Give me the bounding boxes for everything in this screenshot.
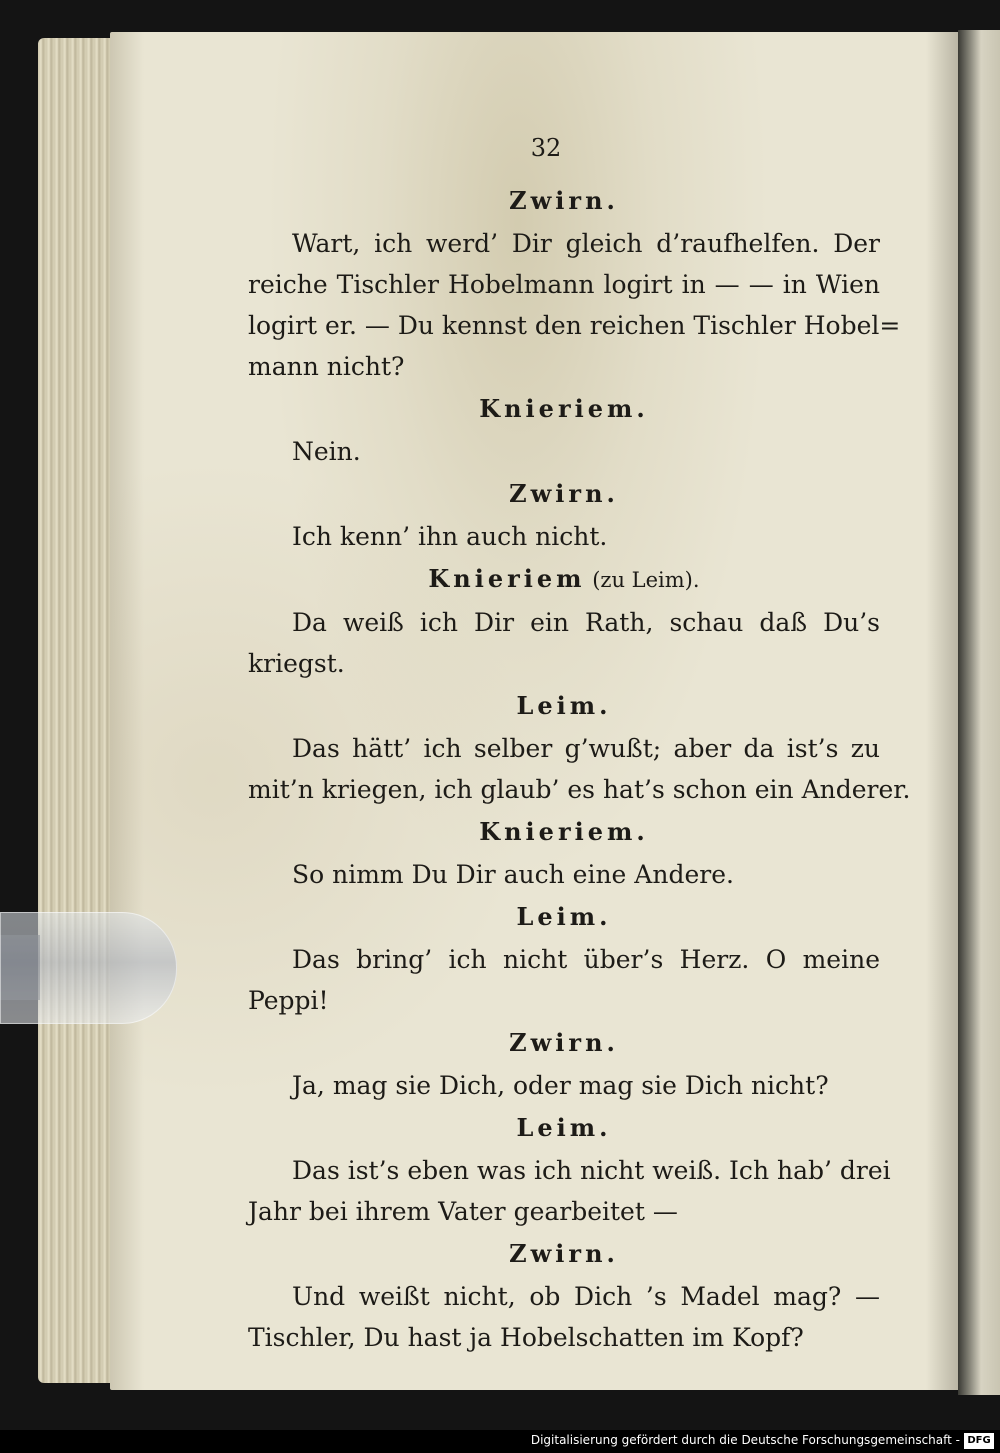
text-line: Ich kenn’ ihn auch nicht.: [292, 522, 608, 551]
text-line: mann nicht?: [248, 352, 405, 381]
glass-page-holder: [0, 912, 177, 1024]
footer-bar: [0, 1430, 1000, 1453]
text-line: So nimm Du Dir auch eine Andere.: [292, 860, 734, 889]
page-number: 32: [530, 134, 562, 162]
text-line: Das bring’ ich nicht über’s Herz. O meine: [292, 945, 880, 974]
speaker-name: [248, 895, 880, 939]
text-line: Das hätt’ ich selber g’wußt; aber da ist’s zu: [292, 734, 880, 763]
text-line: mit’n kriegen, ich glaub’ es hat’s schon ein Anderer.: [248, 775, 911, 804]
speaker-name: [248, 684, 880, 728]
page-text: [248, 125, 911, 1358]
speaker-label: Zwirn.: [509, 1239, 619, 1268]
speaker-name: [248, 810, 880, 854]
page-edges: [38, 38, 118, 1383]
text-line: Wart, ich werd’ Dir gleich d’raufhelfen. Der: [292, 229, 880, 258]
speaker-label: Zwirn.: [509, 186, 619, 215]
speaker-label: Zwirn.: [509, 1028, 619, 1057]
text-line: Und weißt nicht, ob Dich ’s Madel mag? —: [292, 1282, 880, 1311]
speaker-name: [248, 1232, 880, 1276]
speaker-label: Leim.: [516, 691, 612, 720]
speaker-name: [248, 557, 880, 602]
speaker-label: Zwirn.: [509, 479, 619, 508]
speaker-name: [248, 387, 880, 431]
text-blocks: [248, 179, 911, 1358]
facing-page-edge: [958, 30, 1000, 1395]
text-line: reiche Tischler Hobelmann logirt in — — in Wien: [248, 270, 880, 299]
text-line: Peppi!: [248, 986, 329, 1015]
speaker-label: Knieriem.: [479, 817, 649, 846]
text-line: logirt er. — Du kennst den reichen Tischler Hobel=: [248, 311, 901, 340]
speaker-name: [248, 1106, 880, 1150]
speaker-label: Knieriem: [428, 564, 586, 593]
stage-direction: (zu Leim).: [585, 568, 700, 592]
text-line: Da weiß ich Dir ein Rath, schau daß Du’s: [292, 608, 880, 637]
speaker-name: [248, 472, 880, 516]
text-line: Tischler, Du hast ja Hobelschatten im Kopf?: [248, 1323, 804, 1352]
text-line: Ja, mag sie Dich, oder mag sie Dich nicht?: [292, 1071, 829, 1100]
speaker-name: [248, 179, 880, 223]
speaker-label: Leim.: [516, 902, 612, 931]
text-line: kriegst.: [248, 649, 345, 678]
footer-credit: Digitalisierung gefördert durch die Deutsche Forschungsgemeinschaft -: [530, 1433, 960, 1447]
speaker-name: [248, 1021, 880, 1065]
speaker-label: Leim.: [516, 1113, 612, 1142]
text-line: Nein.: [292, 437, 361, 466]
speaker-label: Knieriem.: [479, 394, 649, 423]
dfg-logo: DFG: [964, 1433, 994, 1449]
text-line: Das ist’s eben was ich nicht weiß. Ich hab’ drei: [292, 1156, 891, 1185]
text-line: Jahr bei ihrem Vater gearbeitet —: [248, 1197, 678, 1226]
